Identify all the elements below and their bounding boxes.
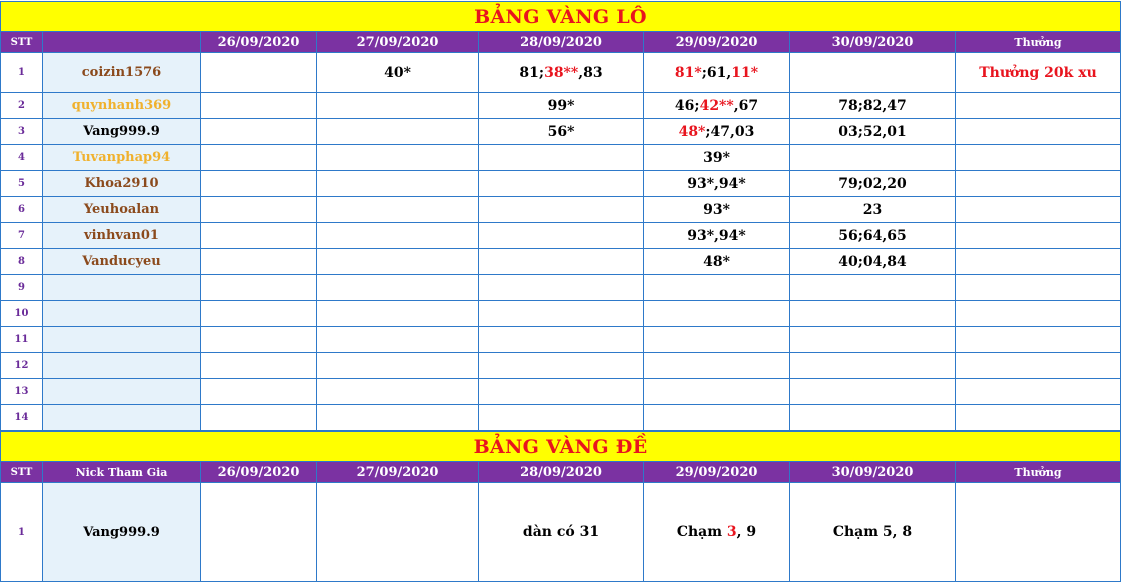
cell-date-5 xyxy=(790,379,956,405)
cell-date-5 xyxy=(790,405,956,431)
cell-date-3 xyxy=(479,171,644,197)
cell-date-1 xyxy=(201,249,317,275)
row-stt: 13 xyxy=(1,379,43,405)
row-nick: Vanducyeu xyxy=(43,249,201,275)
row-nick xyxy=(43,275,201,301)
table-row xyxy=(1,145,1121,171)
cell-award xyxy=(956,145,1121,171)
cell-date-3 xyxy=(479,197,644,223)
cell-date-3 xyxy=(479,327,644,353)
cell-date-1 xyxy=(201,483,317,582)
cell-date-3 xyxy=(479,379,644,405)
table-row xyxy=(1,327,1121,353)
cell-date-5: 40;04,84 xyxy=(790,249,956,275)
header-date-5: 30/09/2020 xyxy=(790,32,956,53)
cell-part: ,67 xyxy=(733,97,759,114)
cell-date-2 xyxy=(317,483,479,582)
cell-date-5: 23 xyxy=(790,197,956,223)
de-header-row xyxy=(1,462,1121,483)
table-row xyxy=(1,249,1121,275)
cell-date-2 xyxy=(317,93,479,119)
cell-award xyxy=(956,405,1121,431)
cell-date-2 xyxy=(317,301,479,327)
cell-date-1 xyxy=(201,53,317,93)
cell-part: Chạm xyxy=(676,524,727,540)
table-row xyxy=(1,483,1121,582)
cell-date-4: 93*,94* xyxy=(644,171,790,197)
cell-date-5 xyxy=(790,53,956,93)
row-stt: 10 xyxy=(1,301,43,327)
cell-award xyxy=(956,171,1121,197)
cell-part: 81; xyxy=(519,64,545,81)
cell-part: ;47,03 xyxy=(705,123,755,140)
cell-date-5: Chạm 5, 8 xyxy=(790,483,956,582)
row-nick xyxy=(43,301,201,327)
cell-award xyxy=(956,197,1121,223)
lo-header-row xyxy=(1,32,1121,53)
cell-date-2 xyxy=(317,275,479,301)
cell-date-1 xyxy=(201,353,317,379)
cell-award xyxy=(956,275,1121,301)
header-date-2: 27/09/2020 xyxy=(317,32,479,53)
cell-award xyxy=(956,483,1121,582)
cell-date-4 xyxy=(644,405,790,431)
cell-award xyxy=(956,301,1121,327)
cell-date-3 xyxy=(479,53,644,93)
header-date-3: 28/09/2020 xyxy=(479,462,644,483)
cell-part: ;61, xyxy=(701,64,732,81)
cell-date-2 xyxy=(317,223,479,249)
row-nick: vinhvan01 xyxy=(43,223,201,249)
row-stt: 4 xyxy=(1,145,43,171)
row-stt: 1 xyxy=(1,53,43,93)
cell-date-5: 78;82,47 xyxy=(790,93,956,119)
row-stt: 1 xyxy=(1,483,43,582)
header-award: Thưởng xyxy=(956,32,1121,53)
cell-date-5 xyxy=(790,327,956,353)
cell-date-5: 79;02,20 xyxy=(790,171,956,197)
cell-date-3 xyxy=(479,405,644,431)
cell-award xyxy=(956,93,1121,119)
cell-date-3: 56* xyxy=(479,119,644,145)
row-nick: Vang999.9 xyxy=(43,119,201,145)
row-stt: 3 xyxy=(1,119,43,145)
table-row xyxy=(1,93,1121,119)
table-row xyxy=(1,275,1121,301)
cell-date-4: 93* xyxy=(644,197,790,223)
cell-date-1 xyxy=(201,379,317,405)
row-stt: 2 xyxy=(1,93,43,119)
cell-date-2 xyxy=(317,405,479,431)
cell-date-2 xyxy=(317,379,479,405)
cell-award xyxy=(956,379,1121,405)
cell-award: Thưởng 20k xu xyxy=(956,53,1121,93)
header-date-1: 26/09/2020 xyxy=(201,32,317,53)
cell-date-1 xyxy=(201,171,317,197)
cell-date-1 xyxy=(201,145,317,171)
cell-award xyxy=(956,249,1121,275)
row-stt: 6 xyxy=(1,197,43,223)
cell-date-4 xyxy=(644,327,790,353)
cell-part: ,83 xyxy=(578,64,603,81)
table-row xyxy=(1,197,1121,223)
table-row xyxy=(1,405,1121,431)
cell-date-4 xyxy=(644,353,790,379)
table-row xyxy=(1,379,1121,405)
cell-date-4 xyxy=(644,483,790,582)
cell-date-3 xyxy=(479,301,644,327)
table-row xyxy=(1,171,1121,197)
row-nick xyxy=(43,379,201,405)
cell-date-5 xyxy=(790,301,956,327)
header-date-5: 30/09/2020 xyxy=(790,462,956,483)
lo-table xyxy=(0,1,1121,431)
cell-date-3 xyxy=(479,145,644,171)
cell-date-2 xyxy=(317,249,479,275)
cell-date-4 xyxy=(644,301,790,327)
cell-date-5: 03;52,01 xyxy=(790,119,956,145)
row-nick xyxy=(43,327,201,353)
header-award: Thưởng xyxy=(956,462,1121,483)
table-row xyxy=(1,223,1121,249)
cell-date-4: 93*,94* xyxy=(644,223,790,249)
cell-part-highlight: 42** xyxy=(699,97,734,114)
cell-part-highlight: 3 xyxy=(726,524,737,540)
cell-date-1 xyxy=(201,301,317,327)
cell-date-1 xyxy=(201,197,317,223)
row-stt: 8 xyxy=(1,249,43,275)
cell-date-1 xyxy=(201,223,317,249)
row-stt: 5 xyxy=(1,171,43,197)
de-table xyxy=(0,431,1121,582)
header-date-3: 28/09/2020 xyxy=(479,32,644,53)
row-stt: 7 xyxy=(1,223,43,249)
row-stt: 14 xyxy=(1,405,43,431)
cell-date-4: 39* xyxy=(644,145,790,171)
cell-date-4 xyxy=(644,119,790,145)
cell-part-highlight: 38** xyxy=(544,64,579,81)
header-date-2: 27/09/2020 xyxy=(317,462,479,483)
cell-date-2 xyxy=(317,197,479,223)
cell-date-4 xyxy=(644,379,790,405)
header-stt: STT xyxy=(1,32,43,53)
cell-date-5 xyxy=(790,275,956,301)
row-nick xyxy=(43,353,201,379)
cell-date-3 xyxy=(479,223,644,249)
cell-date-4 xyxy=(644,53,790,93)
cell-date-3: dàn có 31 xyxy=(479,483,644,582)
cell-date-2 xyxy=(317,353,479,379)
de-title: BẢNG VÀNG ĐỀ xyxy=(1,432,1121,462)
cell-award xyxy=(956,119,1121,145)
cell-date-3: 99* xyxy=(479,93,644,119)
row-nick: Tuvanphap94 xyxy=(43,145,201,171)
header-nick: Nick Tham Gia xyxy=(43,462,201,483)
row-nick: coizin1576 xyxy=(43,53,201,93)
cell-date-3 xyxy=(479,249,644,275)
table-row xyxy=(1,301,1121,327)
header-stt: STT xyxy=(1,462,43,483)
cell-date-5: 56;64,65 xyxy=(790,223,956,249)
cell-date-1 xyxy=(201,405,317,431)
cell-date-3 xyxy=(479,275,644,301)
row-nick: Vang999.9 xyxy=(43,483,201,582)
cell-date-1 xyxy=(201,327,317,353)
cell-award xyxy=(956,353,1121,379)
cell-date-2 xyxy=(317,327,479,353)
header-date-4: 29/09/2020 xyxy=(644,462,790,483)
cell-date-2 xyxy=(317,119,479,145)
cell-date-4 xyxy=(644,93,790,119)
cell-award xyxy=(956,327,1121,353)
cell-date-1 xyxy=(201,275,317,301)
table-row xyxy=(1,119,1121,145)
row-nick xyxy=(43,405,201,431)
cell-date-5 xyxy=(790,353,956,379)
cell-date-2 xyxy=(317,145,479,171)
row-nick: Yeuhoalan xyxy=(43,197,201,223)
row-stt: 9 xyxy=(1,275,43,301)
header-nick xyxy=(43,32,201,53)
cell-award xyxy=(956,223,1121,249)
row-nick: Khoa2910 xyxy=(43,171,201,197)
header-date-1: 26/09/2020 xyxy=(201,462,317,483)
cell-date-3 xyxy=(479,353,644,379)
table-row xyxy=(1,353,1121,379)
row-stt: 12 xyxy=(1,353,43,379)
table-row xyxy=(1,53,1121,93)
row-nick: quynhanh369 xyxy=(43,93,201,119)
header-date-4: 29/09/2020 xyxy=(644,32,790,53)
cell-date-1 xyxy=(201,119,317,145)
cell-part: , 9 xyxy=(736,524,757,540)
cell-part-highlight: 48* xyxy=(678,123,706,140)
row-stt: 11 xyxy=(1,327,43,353)
lo-title: BẢNG VÀNG LÔ xyxy=(1,2,1121,32)
cell-date-4 xyxy=(644,275,790,301)
cell-date-2: 40* xyxy=(317,53,479,93)
cell-part: 46; xyxy=(674,97,700,114)
cell-date-5 xyxy=(790,145,956,171)
cell-part-highlight: 11* xyxy=(731,64,759,81)
cell-date-4: 48* xyxy=(644,249,790,275)
cell-date-2 xyxy=(317,171,479,197)
cell-part-highlight: 81* xyxy=(674,64,702,81)
cell-date-1 xyxy=(201,93,317,119)
